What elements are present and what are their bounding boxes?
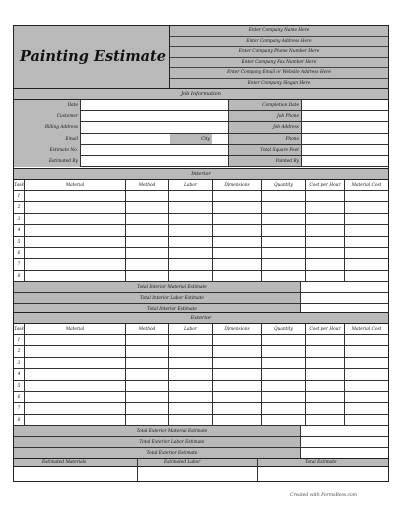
job-right-label: Total Square Feet	[260, 147, 299, 153]
table-cell[interactable]	[169, 214, 213, 225]
table-cell[interactable]	[345, 259, 388, 270]
table-cell[interactable]	[262, 346, 306, 357]
table-cell[interactable]	[25, 248, 126, 259]
job-right-field[interactable]	[301, 100, 388, 111]
job-divider	[301, 100, 302, 167]
job-divider	[80, 100, 81, 167]
table-cell[interactable]	[306, 335, 345, 346]
table-cell[interactable]	[213, 248, 262, 259]
table-cell[interactable]	[126, 381, 169, 392]
table-cell[interactable]	[262, 259, 306, 270]
table-cell[interactable]	[169, 346, 213, 357]
table-cell[interactable]	[306, 214, 345, 225]
row-number: 5	[14, 381, 25, 392]
table-cell[interactable]	[213, 259, 262, 270]
table-cell[interactable]	[25, 335, 126, 346]
table-cell[interactable]	[345, 191, 388, 202]
column-header: Dimensions	[213, 324, 262, 335]
table-cell[interactable]	[213, 335, 262, 346]
company-line[interactable]: Enter Company Address Here	[170, 37, 388, 48]
column-header: Dimensions	[213, 180, 262, 191]
table-cell[interactable]	[25, 369, 126, 380]
company-line[interactable]: Enter Company Email or Website Address Here	[170, 68, 388, 79]
table-cell[interactable]	[262, 214, 306, 225]
table-cell[interactable]	[345, 271, 388, 282]
table-cell[interactable]	[169, 202, 213, 213]
table-cell[interactable]	[25, 214, 126, 225]
table-cell[interactable]	[126, 415, 169, 426]
column-header: Cost per Hour	[306, 324, 345, 335]
column-header: Material	[25, 324, 126, 335]
estimated-materials-label: Estimated Materials	[42, 460, 87, 465]
table-cell[interactable]	[306, 259, 345, 270]
table-cell[interactable]	[169, 415, 213, 426]
table-cell[interactable]	[126, 271, 169, 282]
table-cell[interactable]	[25, 381, 126, 392]
table-cell[interactable]	[25, 346, 126, 357]
table-cell[interactable]	[169, 237, 213, 248]
table-cell[interactable]	[345, 346, 388, 357]
column-header: Method	[126, 180, 169, 191]
table-cell[interactable]	[262, 191, 306, 202]
table-cell[interactable]	[213, 381, 262, 392]
total-label: Total Interior Estimate	[14, 304, 301, 315]
table-cell[interactable]	[306, 381, 345, 392]
table-cell[interactable]	[345, 415, 388, 426]
table-cell[interactable]	[25, 191, 126, 202]
table-cell[interactable]	[169, 358, 213, 369]
column-header: Task	[14, 180, 25, 191]
row-number: 4	[14, 369, 25, 380]
column-header: Quantity	[262, 180, 306, 191]
table-cell[interactable]	[169, 259, 213, 270]
job-right-label: Phone	[285, 136, 299, 142]
job-right-field[interactable]	[301, 111, 388, 122]
job-left-label: Customer	[56, 114, 78, 120]
table-cell[interactable]	[306, 403, 345, 414]
table-cell[interactable]	[345, 358, 388, 369]
table-cell[interactable]	[345, 214, 388, 225]
table-cell[interactable]	[25, 415, 126, 426]
job-left-field[interactable]	[80, 100, 228, 111]
estimated-labor-field[interactable]	[138, 467, 257, 481]
total-value-field[interactable]	[301, 426, 388, 437]
estimate-form	[13, 25, 389, 482]
table-cell[interactable]	[169, 248, 213, 259]
total-label: Total Exterior Estimate	[14, 448, 301, 459]
table-cell[interactable]	[25, 403, 126, 414]
table-cell[interactable]	[213, 202, 262, 213]
table-cell[interactable]	[306, 346, 345, 357]
row-number: 3	[14, 358, 25, 369]
exterior-section-header	[14, 312, 388, 324]
table-cell[interactable]	[126, 191, 169, 202]
job-left-field[interactable]	[80, 145, 228, 156]
job-left-field[interactable]	[80, 156, 228, 167]
column-header: Labor	[169, 180, 213, 191]
job-right-field[interactable]	[301, 156, 388, 167]
table-cell[interactable]	[306, 392, 345, 403]
page-title: Painting Estimate	[20, 48, 166, 65]
row-number: 2	[14, 346, 25, 357]
company-line[interactable]: Enter Company Phone Number Here	[170, 47, 388, 58]
table-cell[interactable]	[25, 225, 126, 236]
exterior-section-title: Exterior	[190, 315, 212, 321]
job-right-label: Job Address	[272, 125, 299, 131]
table-cell[interactable]	[306, 202, 345, 213]
table-cell[interactable]	[262, 271, 306, 282]
table-cell[interactable]	[262, 225, 306, 236]
column-header: Labor	[169, 324, 213, 335]
table-cell[interactable]	[126, 248, 169, 259]
table-cell[interactable]	[262, 403, 306, 414]
table-cell[interactable]	[345, 381, 388, 392]
table-cell[interactable]	[169, 225, 213, 236]
table-cell[interactable]	[262, 392, 306, 403]
table-cell[interactable]	[306, 225, 345, 236]
total-label: Total Exterior Material Estimate	[14, 426, 301, 437]
table-cell[interactable]	[169, 335, 213, 346]
job-divider	[228, 100, 229, 167]
job-right-label: Completion Date	[262, 103, 299, 108]
table-cell[interactable]	[213, 214, 262, 225]
table-cell[interactable]	[126, 259, 169, 270]
table-cell[interactable]	[213, 346, 262, 357]
table-cell[interactable]	[126, 237, 169, 248]
column-header: Method	[126, 324, 169, 335]
table-cell[interactable]	[262, 248, 306, 259]
table-cell[interactable]	[306, 271, 345, 282]
interior-section-header	[14, 168, 388, 180]
total-label: Total Interior Material Estimate	[14, 282, 301, 293]
job-left-label: Email	[65, 136, 78, 142]
company-line[interactable]: Enter Company Name Here	[170, 26, 388, 37]
table-cell[interactable]	[262, 202, 306, 213]
row-number: 6	[14, 248, 25, 259]
table-cell[interactable]	[213, 369, 262, 380]
row-number: 1	[14, 335, 25, 346]
table-cell[interactable]	[306, 248, 345, 259]
table-cell[interactable]	[306, 358, 345, 369]
total-label: Total Exterior Labor Estimate	[14, 437, 301, 448]
column-header: Cost per Hour	[306, 180, 345, 191]
company-line[interactable]: Enter Company Fax Number Here	[170, 58, 388, 69]
table-cell[interactable]	[169, 392, 213, 403]
total-label: Total Interior Labor Estimate	[14, 293, 301, 304]
table-cell[interactable]	[169, 191, 213, 202]
table-cell[interactable]	[213, 358, 262, 369]
row-number: 5	[14, 237, 25, 248]
table-cell[interactable]	[345, 237, 388, 248]
table-cell[interactable]	[345, 392, 388, 403]
row-number: 8	[14, 415, 25, 426]
table-cell[interactable]	[262, 415, 306, 426]
job-left-label: Billing Address	[44, 125, 78, 131]
column-header: Quantity	[262, 324, 306, 335]
table-cell[interactable]	[25, 358, 126, 369]
table-cell[interactable]	[126, 202, 169, 213]
table-cell[interactable]	[169, 381, 213, 392]
table-cell[interactable]	[345, 225, 388, 236]
table-cell[interactable]	[126, 392, 169, 403]
job-left-label: Date	[67, 103, 78, 108]
column-header: Task	[14, 324, 25, 335]
job-left-label: Estimated By	[48, 159, 78, 164]
table-cell[interactable]	[262, 335, 306, 346]
table-cell[interactable]	[213, 237, 262, 248]
job-section-header	[14, 89, 388, 100]
row-number: 6	[14, 392, 25, 403]
table-cell[interactable]	[345, 369, 388, 380]
city-field[interactable]	[212, 134, 228, 145]
table-cell[interactable]	[213, 415, 262, 426]
table-cell[interactable]	[306, 415, 345, 426]
column-header: Material Cost	[345, 180, 388, 191]
table-cell[interactable]	[126, 369, 169, 380]
table-cell[interactable]	[25, 259, 126, 270]
column-header: Material	[25, 180, 126, 191]
table-cell[interactable]	[262, 381, 306, 392]
table-cell[interactable]	[306, 369, 345, 380]
job-left-field[interactable]	[80, 134, 170, 145]
job-right-field[interactable]	[301, 145, 388, 156]
row-number: 7	[14, 403, 25, 414]
footer-credit: Created with FormsBoss.com	[290, 493, 358, 498]
city-label: City	[201, 136, 210, 142]
table-cell[interactable]	[126, 214, 169, 225]
job-right-label: Job Phone	[277, 114, 299, 120]
total-estimate-label: Total Estimate	[305, 460, 337, 465]
row-number: 2	[14, 202, 25, 213]
table-cell[interactable]	[262, 358, 306, 369]
table-cell[interactable]	[345, 202, 388, 213]
table-cell[interactable]	[25, 202, 126, 213]
job-left-field[interactable]	[80, 122, 228, 133]
job-right-label: Painted By	[275, 159, 299, 164]
table-cell[interactable]	[306, 191, 345, 202]
table-cell[interactable]	[213, 392, 262, 403]
table-cell[interactable]	[169, 271, 213, 282]
total-estimate-field[interactable]	[258, 467, 388, 481]
table-cell[interactable]	[169, 403, 213, 414]
estimated-materials-field[interactable]	[14, 467, 137, 481]
table-cell[interactable]	[126, 358, 169, 369]
job-left-label: Estimate No.	[49, 147, 78, 153]
total-value-field[interactable]	[301, 282, 388, 293]
table-cell[interactable]	[345, 403, 388, 414]
table-cell[interactable]	[306, 237, 345, 248]
table-cell[interactable]	[213, 403, 262, 414]
job-right-field[interactable]	[301, 134, 388, 145]
column-header: Material Cost	[345, 324, 388, 335]
row-number: 8	[14, 271, 25, 282]
total-value-field[interactable]	[301, 293, 388, 304]
interior-section-title: Interior	[191, 171, 211, 177]
job-section-title: Job Information	[181, 91, 221, 97]
row-number: 7	[14, 259, 25, 270]
table-cell[interactable]	[126, 335, 169, 346]
estimated-labor-label: Estimated Labor	[164, 460, 201, 465]
table-cell[interactable]	[25, 392, 126, 403]
table-cell[interactable]	[213, 271, 262, 282]
table-cell[interactable]	[25, 237, 126, 248]
table-cell[interactable]	[262, 369, 306, 380]
table-cell[interactable]	[262, 237, 306, 248]
table-cell[interactable]	[126, 346, 169, 357]
row-number: 1	[14, 191, 25, 202]
total-value-field[interactable]	[301, 437, 388, 448]
table-cell[interactable]	[345, 248, 388, 259]
table-cell[interactable]	[126, 225, 169, 236]
table-cell[interactable]	[126, 403, 169, 414]
table-cell[interactable]	[213, 225, 262, 236]
table-cell[interactable]	[213, 191, 262, 202]
company-line[interactable]: Enter Company Slogan Here	[247, 80, 311, 86]
table-cell[interactable]	[345, 335, 388, 346]
table-cell[interactable]	[25, 271, 126, 282]
table-cell[interactable]	[169, 369, 213, 380]
row-number: 3	[14, 214, 25, 225]
job-left-field[interactable]	[80, 111, 228, 122]
row-number: 4	[14, 225, 25, 236]
job-right-field[interactable]	[301, 122, 388, 133]
